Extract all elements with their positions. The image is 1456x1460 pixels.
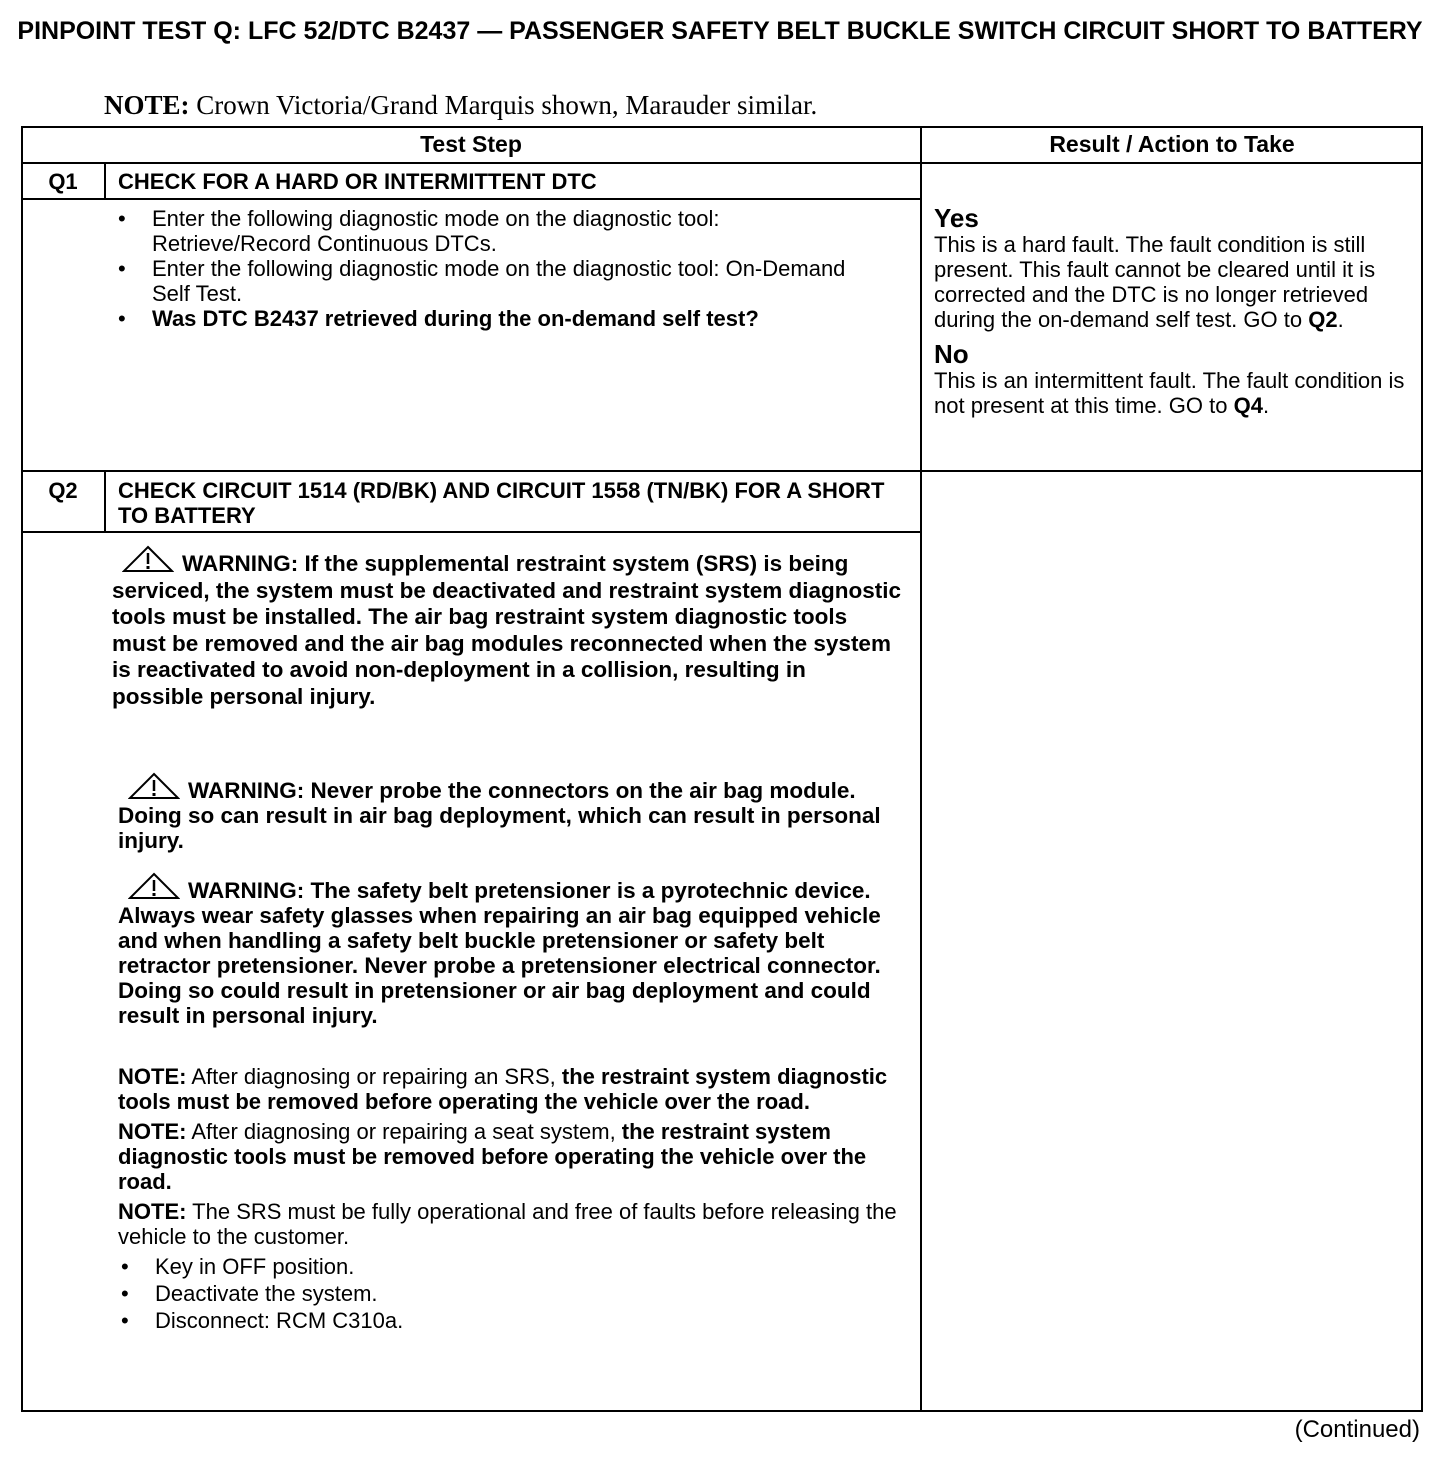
top-note <box>104 90 817 121</box>
q1-no-label: No <box>934 339 969 369</box>
q2-warning-1 <box>112 545 902 710</box>
note-2-plain: After diagnosing or repairing a seat system, <box>186 1119 622 1144</box>
q1-title-rule <box>22 198 921 200</box>
header-result: Result / Action to Take <box>1049 131 1295 157</box>
q1-yes-label: Yes <box>934 203 979 233</box>
warning-triangle-icon <box>128 872 180 900</box>
list-item <box>118 1307 908 1334</box>
q1-question: Was DTC B2437 retrieved during the on-demand self test? <box>152 306 759 331</box>
list-item <box>115 206 875 256</box>
warning-text-1: WARNING: If the supplemental restraint system (SRS) is being serviced, the system must be deactivated and restraint system diagnostic tools must be installed. The air bag restraint system diagnostic tools must be removed and the air bag modules reconnected when the system is reactivated to avoid non-deployment in a collision, resulting in possible personal injury. <box>112 551 902 709</box>
header-test-step: Test Step <box>420 131 522 157</box>
header-rule <box>22 162 1422 164</box>
q1-results <box>934 204 1416 418</box>
note-2 <box>118 1119 908 1194</box>
continued-label: (Continued) <box>1294 1416 1420 1443</box>
list-item <box>115 256 875 306</box>
q1-yes-end: . <box>1337 307 1344 332</box>
q2-bullet-2: Deactivate the system. <box>155 1281 378 1306</box>
q1-yes-text <box>934 232 1416 332</box>
note-2-label: NOTE: <box>118 1119 187 1144</box>
note-3-label: NOTE: <box>118 1199 187 1224</box>
q1-yes-goto-link[interactable]: Q2 <box>1308 307 1338 332</box>
warning-text-2: WARNING: Never probe the connectors on the air bag module. Doing so can result in air bag deployment, which can result in personal injury. <box>118 778 881 853</box>
list-item <box>115 306 875 331</box>
warning-triangle-icon <box>128 772 180 800</box>
list-item <box>118 1280 908 1307</box>
q1-no-text <box>934 368 1416 418</box>
q1-yes-body: This is a hard fault. The fault condition is still present. This fault cannot be cleared until it is corrected and the DTC is no longer retrieved during the on-demand self test. GO to <box>934 232 1376 332</box>
q1-no-goto-link[interactable]: Q4 <box>1233 393 1263 418</box>
column-divider <box>920 127 922 1411</box>
q2-step-title: CHECK CIRCUIT 1514 (RD/BK) AND CIRCUIT 1558 (TN/BK) FOR A SHORT TO BATTERY <box>118 478 885 528</box>
note-text: Crown Victoria/Grand Marquis shown, Marauder similar. <box>189 90 818 120</box>
note-1 <box>118 1064 908 1114</box>
q1-no-end: . <box>1262 393 1270 418</box>
q2-bullet-1: Key in OFF position. <box>155 1254 355 1279</box>
note-1-label: NOTE: <box>118 1064 187 1089</box>
note-2-bold: the restraint system diagnostic tools must be removed before operating the vehicle over the road. <box>118 1119 867 1194</box>
q2-warning-3 <box>118 872 908 1028</box>
q1-id-divider <box>104 163 106 199</box>
page-title: PINPOINT TEST Q: LFC 52/DTC B2437 — PASSENGER SAFETY BELT BUCKLE SWITCH CIRCUIT SHORT TO BATTERY <box>17 17 1423 45</box>
q1-bottom-rule <box>22 470 1422 472</box>
q1-step-id: Q1 <box>48 169 78 194</box>
q1-bullet-1: Enter the following diagnostic mode on the diagnostic tool: Retrieve/Record Continuous DTCs. <box>152 206 720 256</box>
q1-bullet-2: Enter the following diagnostic mode on the diagnostic tool: On-Demand Self Test. <box>152 256 846 306</box>
warning-triangle-icon <box>122 545 174 573</box>
q1-step-title: CHECK FOR A HARD OR INTERMITTENT DTC <box>118 169 597 194</box>
note-label: NOTE: <box>104 90 190 120</box>
list-item <box>118 1253 908 1280</box>
note-1-plain: After diagnosing or repairing an SRS, <box>186 1064 562 1089</box>
q2-title-rule <box>22 531 921 533</box>
q2-warning-2 <box>118 772 908 853</box>
q1-no-body: This is an intermittent fault. The fault condition is not present at this time. GO to <box>934 368 1405 418</box>
q2-notes <box>118 1064 908 1334</box>
warning-text-3: WARNING: The safety belt pretensioner is a pyrotechnic device. Always wear safety glasses when repairing an air bag equipped vehicle and when handling a safety belt buckle pretensioner or safety belt retractor pretensioner. Never probe a pretensioner electrical connector. Doing so could result in pretensioner or air bag deployment and could result in personal injury. <box>118 878 881 1028</box>
note-3-plain: The SRS must be fully operational and free of faults before releasing the vehicle to the customer. <box>118 1199 897 1249</box>
q2-id-divider <box>104 471 106 531</box>
note-3 <box>118 1199 908 1249</box>
q2-step-id: Q2 <box>48 478 78 503</box>
q2-bullet-3: Disconnect: RCM C310a. <box>155 1308 404 1333</box>
note-1-bold: the restraint system diagnostic tools must be removed before operating the vehicle over the road. <box>118 1064 888 1114</box>
q1-instructions <box>115 206 875 331</box>
